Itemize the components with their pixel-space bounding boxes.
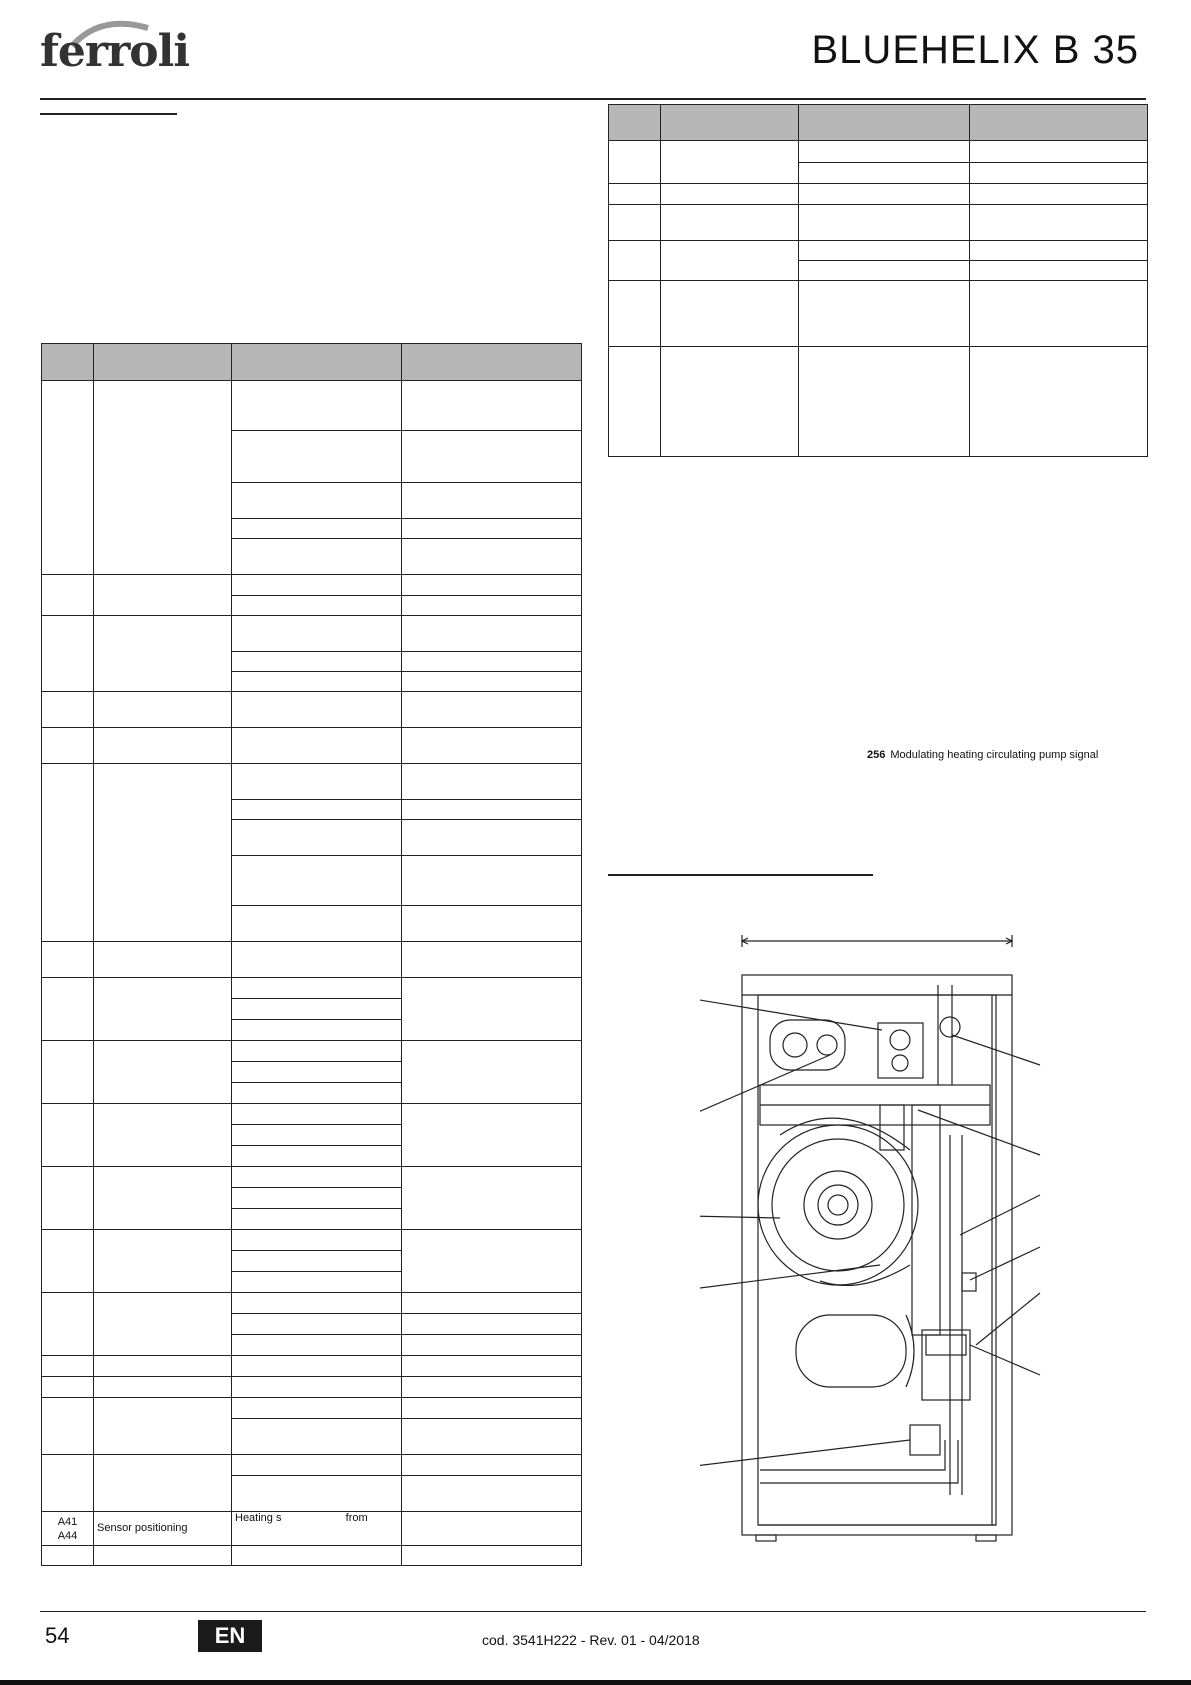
table-header-cell [232,344,402,381]
table-header-cell [402,344,582,381]
table-header-cell [799,105,970,141]
table-row [42,616,582,652]
table-row [42,1104,582,1125]
table-header-cell [661,105,799,141]
table-row [609,141,1148,163]
table-row [42,692,582,728]
fault-table-left [41,343,582,1566]
page-number: 54 [45,1623,70,1648]
table-row [42,575,582,596]
fault-code: A41 A44 [42,1512,94,1546]
brand-logo: ferroli [40,26,190,77]
table-row [42,381,582,431]
table-row [609,347,1148,457]
wiring-legend-number: 256 [867,749,886,761]
table-row [42,1356,582,1377]
table-row [42,1293,582,1314]
boiler-diagram [700,935,1100,1555]
table-header-cell [42,344,94,381]
table-row [42,942,582,978]
table-row [42,1512,582,1546]
table-row [42,728,582,764]
fault-name: Sensor positioning [94,1512,232,1546]
bottom-band [0,1680,1191,1685]
table-row [42,1377,582,1398]
table-row [609,205,1148,241]
header-divider [40,98,1146,100]
wiring-legend-item [867,749,1098,761]
document-code: cod. 3541H222 - Rev. 01 - 04/2018 [482,1632,700,1648]
table-row [42,1398,582,1419]
table-row [42,1230,582,1251]
section-rule [608,874,873,876]
language-badge: EN [198,1620,262,1652]
table-row [609,241,1148,261]
table-row [42,1041,582,1062]
table-row [609,281,1148,347]
table-header-cell [94,344,232,381]
table-row [42,978,582,999]
fault-table-right [608,104,1148,457]
page-title: BLUEHELIX B 35 [811,28,1139,72]
table-header-cell [609,105,661,141]
table-row [42,764,582,800]
fault-cause: Heating s from [232,1512,402,1546]
table-row [609,184,1148,205]
section-rule [40,113,177,115]
table-header-cell [970,105,1148,141]
table-row [42,1455,582,1476]
wiring-legend-text: Modulating heating circulating pump signal [890,749,1099,761]
table-row [42,1546,582,1566]
footer-divider [40,1611,1146,1612]
table-row [42,1167,582,1188]
